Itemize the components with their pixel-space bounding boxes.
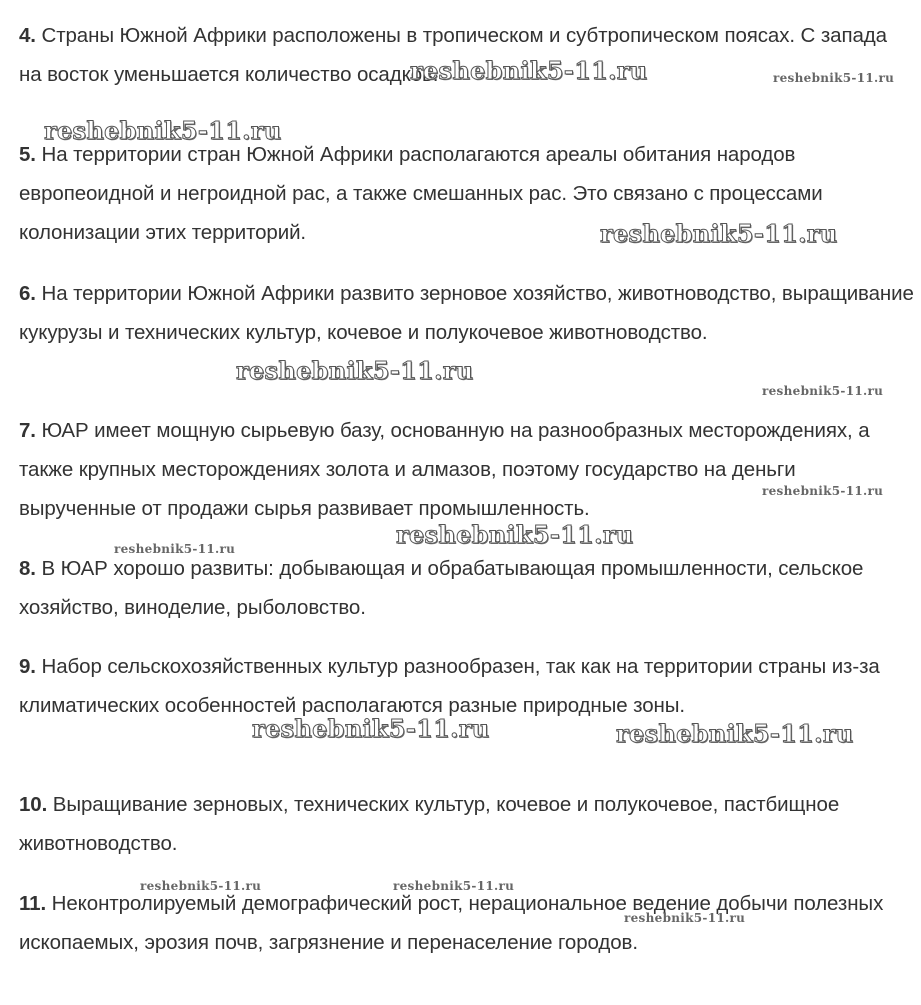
watermark: reshebnik5-11.ru	[410, 56, 648, 85]
answer-paragraph-10	[19, 785, 914, 863]
watermark-small: reshebnik5-11.ru	[762, 484, 884, 498]
watermark: reshebnik5-11.ru	[616, 719, 854, 748]
answer-paragraph-8	[19, 549, 914, 627]
watermark: reshebnik5-11.ru	[252, 714, 490, 743]
answer-number: 6.	[19, 282, 36, 305]
answer-text: ЮАР имеет мощную сырьевую базу, основанную на разнообразных месторождениях, а также крупных месторождениях золота и алмазов, поэтому государство на деньги вырученные от продажи сырья развивает промышленность.	[19, 419, 870, 520]
answer-number: 11.	[19, 892, 47, 915]
answer-paragraph-6	[19, 274, 914, 352]
answer-number: 5.	[19, 143, 36, 166]
answer-paragraph-11	[19, 884, 914, 962]
watermark-small: reshebnik5-11.ru	[393, 879, 515, 893]
answer-number: 7.	[19, 419, 36, 442]
answer-text: Набор сельскохозяйственных культур разнообразен, так как на территории страны из-за климатических особенностей располагаются разные природные зоны.	[19, 655, 880, 717]
answer-number: 8.	[19, 557, 36, 580]
answer-text: Выращивание зерновых, технических культур, кочевое и полукочевое, пастбищное животноводство.	[19, 793, 840, 855]
answer-number: 10.	[19, 793, 48, 816]
answer-text: Неконтролируемый демографический рост, нерациональное ведение добычи полезных ископаемых, эрозия почв, загрязнение и перенаселение городов.	[19, 892, 884, 954]
answer-text: На территории стран Южной Африки располагаются ареалы обитания народов европеоидной и негроидной рас, а также смешанных рас. Это связано с процессами колонизации этих территорий.	[19, 143, 823, 244]
watermark: reshebnik5-11.ru	[236, 356, 474, 385]
answer-text: На территории Южной Африки развито зерновое хозяйство, животноводство, выращивание кукурузы и технических культур, кочевое и полукочевое животноводство.	[19, 282, 914, 344]
watermark-small: reshebnik5-11.ru	[624, 911, 746, 925]
watermark-small: reshebnik5-11.ru	[773, 71, 895, 85]
answer-number: 9.	[19, 655, 36, 678]
answer-text: Страны Южной Африки расположены в тропическом и субтропическом поясах. С запада на восток уменьшается количество осадков.	[19, 24, 887, 86]
watermark-small: reshebnik5-11.ru	[762, 384, 884, 398]
watermark-small: reshebnik5-11.ru	[114, 542, 236, 556]
watermark: reshebnik5-11.ru	[600, 219, 838, 248]
answer-paragraph-7	[19, 411, 914, 528]
answer-number: 4.	[19, 24, 36, 47]
watermark: reshebnik5-11.ru	[44, 116, 282, 145]
watermark-small: reshebnik5-11.ru	[140, 879, 262, 893]
watermark: reshebnik5-11.ru	[396, 520, 634, 549]
answer-text: В ЮАР хорошо развиты: добывающая и обрабатывающая промышленности, сельское хозяйство, виноделие, рыболовство.	[19, 557, 864, 619]
